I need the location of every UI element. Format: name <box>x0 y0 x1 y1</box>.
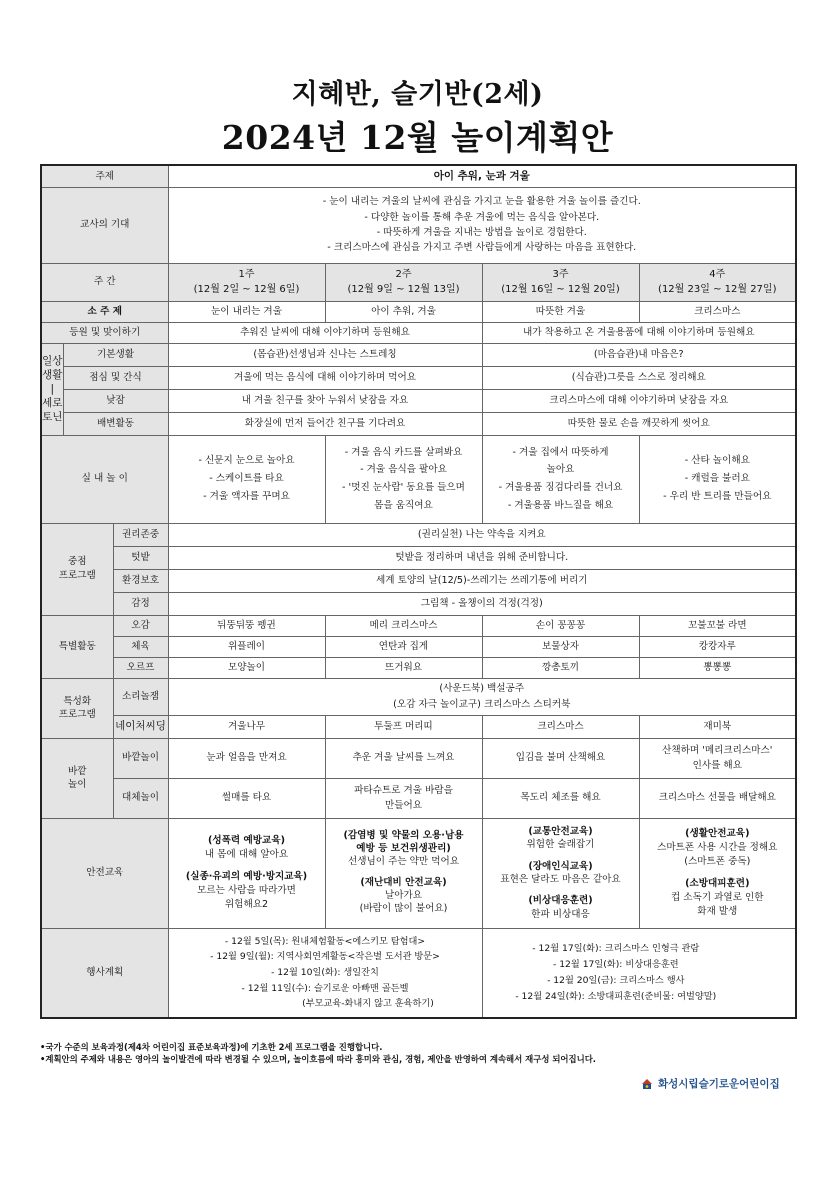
arrival-second-half: 내가 착용하고 온 겨울용품에 대해 이야기하며 등원해요 <box>482 322 796 343</box>
specialized-program-group-label: 특성화 프로그램 <box>41 678 113 738</box>
indoor-activity: - 겨울용품 바느질을 해요 <box>507 499 614 511</box>
theme-value: 아이 추워, 눈과 겨울 <box>168 165 796 187</box>
week-range: (12월 23일 ~ 12월 27일) <box>658 284 777 295</box>
outdoor-activity: 파타슈트로 겨울 바람을 <box>354 784 453 796</box>
week-range: (12월 2일 ~ 12월 6일) <box>193 284 300 295</box>
indoor-week-3 <box>482 435 639 523</box>
arrival-row <box>41 322 796 343</box>
special-activity-cell: 깡총토끼 <box>482 657 639 678</box>
week-range: (12월 9일 ~ 12월 13일) <box>347 284 460 295</box>
indoor-week-1 <box>168 435 325 523</box>
special-activity-label: 체육 <box>113 636 168 657</box>
indoor-activity: - 겨울 음식 카드를 살펴봐요 <box>344 446 463 458</box>
daily-first-half: 겨울에 먹는 음식에 대해 이야기하며 먹어요 <box>168 366 482 389</box>
event-item: - 12월 9일(월): 지역사회연계활동<작은별 도서관 방문> <box>210 951 440 963</box>
outdoor-cell <box>325 738 482 778</box>
safety-content: 내 몸에 대해 알아요 <box>204 849 289 861</box>
nature-seeding-cell: 크리스마스 <box>482 715 639 738</box>
focus-program-value: (권리실천) 나는 약속을 지켜요 <box>168 523 796 546</box>
special-activity-cell: 뽕뽕뽕 <box>639 657 796 678</box>
outdoor-row-label: 대체놀이 <box>113 778 168 818</box>
event-item: - 12월 20일(금): 크리스마스 행사 <box>547 974 685 986</box>
indoor-activity: - 신문지 눈으로 놀아요 <box>198 455 295 467</box>
safety-content: 모르는 사람을 따라가면 <box>197 884 296 896</box>
safety-topic: (감염병 및 약물의 오용·남용 <box>343 830 464 842</box>
weeks-label: 주 간 <box>41 263 168 301</box>
daily-row-label: 낮잠 <box>63 389 168 412</box>
special-activity-cell: 뒤뚱뒤뚱 펭귄 <box>168 615 325 636</box>
play-plan-table <box>40 164 797 1019</box>
class-title: 지혜반, 슬기반(2세) <box>291 79 544 110</box>
safety-content: 표현은 달라도 마음은 같아요 <box>500 874 621 885</box>
specialized-program-row <box>41 678 796 715</box>
plan-title: 2024년 12월 놀이계획안 <box>221 118 614 157</box>
safety-topic: (실종·유괴의 예방·방지교육) <box>185 871 308 883</box>
focus-program-row <box>41 523 796 546</box>
daily-row-label: 배변활동 <box>63 412 168 435</box>
safety-topic: (생활안전교육) <box>685 828 750 840</box>
special-activity-cell: 보물상자 <box>482 636 639 657</box>
daycare-name: 화성시립슬기로운어린이집 <box>658 1078 780 1090</box>
daily-first-half: (몸습관)선생님과 신나는 스트레칭 <box>168 343 482 366</box>
alternative-play-row <box>41 778 796 818</box>
focus-program-row <box>41 546 796 569</box>
outdoor-row-label: 바깥놀이 <box>113 738 168 778</box>
safety-content: 스마트폰 사용 시간을 정해요 <box>657 842 778 854</box>
safety-content: (스마트폰 중독) <box>684 856 751 868</box>
indoor-week-4 <box>639 435 796 523</box>
sound-play-line: (오감 자극 놀이교구) 크리스마스 스티커북 <box>393 698 571 710</box>
daily-second-half: (마음습관)내 마음은? <box>482 343 796 366</box>
arrival-label: 등원 및 맞이하기 <box>41 322 168 343</box>
safety-content: 한파 비상대응 <box>531 908 590 920</box>
outdoor-activity: 눈과 얼음을 만져요 <box>206 752 287 764</box>
special-activity-row <box>41 636 796 657</box>
outdoor-activity: 산책하며 '메리크리스마스' <box>662 744 773 756</box>
outdoor-activity: 만들어요 <box>384 800 423 811</box>
daily-row-label: 점심 및 간식 <box>63 366 168 389</box>
daily-group-label: 일상 생활 | 세로 토닌 <box>41 343 63 435</box>
daily-first-half: 내 겨울 친구를 찾아 누워서 낮잠을 자요 <box>168 389 482 412</box>
special-activity-cell: 위플레이 <box>168 636 325 657</box>
events-label: 행사계획 <box>41 928 168 1018</box>
special-activity-cell: 연탄과 집게 <box>325 636 482 657</box>
safety-topic: (장애인식교육) <box>528 860 593 872</box>
indoor-activity: - 겨울 집에서 따뜻하게 <box>512 446 609 458</box>
outdoor-activity: 입김을 불며 산책해요 <box>515 752 606 764</box>
subtopic-cell: 크리스마스 <box>639 301 796 322</box>
subtopic-row <box>41 301 796 322</box>
week-range: (12월 16일 ~ 12월 20일) <box>501 284 620 295</box>
focus-program-label: 감정 <box>113 592 168 615</box>
safety-topic: (재난대비 안전교육) <box>360 877 447 888</box>
safety-topic: (성폭력 예방교육) <box>208 835 285 847</box>
outdoor-activity: 썰매를 타요 <box>221 792 272 804</box>
nature-seeding-cell: 재미북 <box>639 715 796 738</box>
indoor-play-row <box>41 435 796 523</box>
outdoor-activity: 인사를 해요 <box>692 760 742 771</box>
daily-row <box>41 343 796 366</box>
special-activity-row <box>41 615 796 636</box>
focus-program-row <box>41 569 796 592</box>
nature-seeding-row <box>41 715 796 738</box>
outdoor-activity: 추운 겨울 날씨를 느껴요 <box>352 752 455 764</box>
outdoor-group-label: 바깥 놀이 <box>41 738 113 818</box>
weeks-row <box>41 263 796 301</box>
daily-row-label: 기본생활 <box>63 343 168 366</box>
sound-play-line: (사운드북) 백설공주 <box>439 683 525 695</box>
event-item: - 12월 24일(화): 소방대피훈련(준비물: 여벌양말) <box>515 990 717 1002</box>
special-activity-cell: 캉캉자루 <box>639 636 796 657</box>
week-2-header <box>325 263 482 301</box>
events-right-wrap <box>482 941 793 1005</box>
event-item: - 12월 17일(화): 비상대응훈련 <box>552 958 679 970</box>
arrival-first-half: 추워진 날씨에 대해 이야기하며 등원해요 <box>168 322 482 343</box>
event-item: - 12월 10일(화): 생일잔치 <box>271 966 379 978</box>
week-name: 3주 <box>552 269 569 280</box>
safety-content: 선생님이 주는 약만 먹어요 <box>347 856 460 868</box>
special-activity-cell: 꼬불꼬불 라면 <box>639 615 796 636</box>
focus-program-label: 권리존중 <box>113 523 168 546</box>
nature-seeding-label: 네이처씨딩 <box>113 715 168 738</box>
outdoor-cell <box>639 778 796 818</box>
daily-row <box>41 389 796 412</box>
expectations-list <box>168 187 796 263</box>
events-row <box>41 928 796 1018</box>
safety-content: 날아가요 <box>384 889 423 901</box>
safety-topic: 예방 등 보건위생관리) <box>356 843 451 855</box>
week-4-header <box>639 263 796 301</box>
outdoor-play-row <box>41 738 796 778</box>
footnote: •계획안의 주제와 내용은 영아의 놀이발견에 따라 변경될 수 있으며, 놀이흐름에 따라 흥미와 관심, 경험, 제안을 반영하여 계속해서 재구성 되어집니다. <box>40 1054 596 1064</box>
daycare-logo-icon <box>640 1077 654 1091</box>
subtopic-cell: 아이 추워, 겨울 <box>325 301 482 322</box>
outdoor-cell <box>482 778 639 818</box>
safety-content: 컵 소독기 과열로 인한 <box>670 891 764 903</box>
expectation-item: - 다양한 놀이를 통해 추운 겨울에 먹는 음식을 알아본다. <box>364 211 600 223</box>
special-activity-cell: 뜨거워요 <box>325 657 482 678</box>
daily-second-half: 크리스마스에 대해 이야기하며 낮잠을 자요 <box>482 389 796 412</box>
focus-program-label: 환경보호 <box>113 569 168 592</box>
safety-topic: (비상대응훈련) <box>528 895 593 907</box>
indoor-activity: - 산타 놀이해요 <box>684 455 750 467</box>
focus-program-group-label: 중점 프로그램 <box>41 523 113 615</box>
outdoor-activity: 크리스마스 선물을 배달해요 <box>658 792 776 804</box>
safety-content: 화재 발생 <box>697 905 738 917</box>
focus-program-value: 그림책 - 올챙이의 걱정(걱정) <box>168 592 796 615</box>
events-right-list <box>482 928 796 1018</box>
nature-seeding-cell: 겨울나무 <box>168 715 325 738</box>
week-1-header <box>168 263 325 301</box>
outdoor-cell <box>482 738 639 778</box>
safety-topic: (교통안전교육) <box>528 825 593 837</box>
footnote: •국가 수준의 보육과정(제4차 어린이집 표준보육과정)에 기초한 2세 프로그램을 진행합니다. <box>40 1042 383 1052</box>
subtopic-cell: 따뜻한 겨울 <box>482 301 639 322</box>
indoor-activity: - 겨울 음식을 팔아요 <box>360 464 447 476</box>
daily-row <box>41 412 796 435</box>
indoor-activity: - 겨울용품 징검다리를 건너요 <box>498 482 623 493</box>
special-activity-cell: 손이 꽁꽁꽁 <box>482 615 639 636</box>
expectation-item: - 크리스마스에 관심을 가지고 주변 사람들에게 사랑하는 마음을 표현한다. <box>327 242 637 254</box>
outdoor-cell <box>639 738 796 778</box>
daily-second-half: (식습관)그릇을 스스로 정리해요 <box>482 366 796 389</box>
expectations-label: 교사의 기대 <box>41 187 168 263</box>
focus-program-row <box>41 592 796 615</box>
indoor-activity: - 겨울 액자를 꾸며요 <box>203 490 290 502</box>
outdoor-cell <box>325 778 482 818</box>
safety-content: (바람이 많이 불어요) <box>359 902 448 914</box>
daycare-logo <box>640 1076 780 1091</box>
subtopic-cell: 눈이 내리는 겨울 <box>168 301 325 322</box>
theme-label: 주제 <box>41 165 168 187</box>
event-item: - 12월 5일(목): 원내체험활동<에스키모 탐험대> <box>224 935 426 947</box>
event-item: (부모교육-화내지 않고 훈육하기) <box>302 998 434 1010</box>
special-activity-cell: 메리 크리스마스 <box>325 615 482 636</box>
indoor-activity: 몸을 움직여요 <box>374 499 433 511</box>
event-item: - 12월 17일(화): 크리스마스 인형극 관람 <box>532 942 700 954</box>
safety-topic: (소방대피훈련) <box>685 878 750 889</box>
daily-row <box>41 366 796 389</box>
safety-content: 위험해요2 <box>224 898 269 910</box>
expectations-row <box>41 187 796 263</box>
events-left-list <box>168 928 482 1018</box>
daily-first-half: 화장실에 먼저 들어간 친구를 기다려요 <box>168 412 482 435</box>
expectation-item: - 눈이 내리는 겨울의 날씨에 관심을 가지고 눈을 활용한 겨울 놀이를 즐긴다. <box>322 196 641 208</box>
indoor-activity: - 캐럴을 불러요 <box>684 473 750 485</box>
safety-week-4 <box>639 818 796 928</box>
week-name: 4주 <box>709 269 726 280</box>
outdoor-activity: 목도리 체조를 해요 <box>520 792 601 804</box>
special-activity-cell: 모양놀이 <box>168 657 325 678</box>
safety-week-1 <box>168 818 325 928</box>
safety-content: 위험한 술래잡기 <box>526 839 595 851</box>
safety-week-3 <box>482 818 639 928</box>
indoor-activity: - '멋진 눈사람' 동요를 들으며 <box>342 482 465 493</box>
special-activity-label: 오르프 <box>113 657 168 678</box>
expectation-item: - 따뜻하게 겨울을 지내는 방법을 놀이로 경험한다. <box>376 227 587 238</box>
indoor-activity: 놀아요 <box>546 464 575 476</box>
special-activity-row <box>41 657 796 678</box>
focus-program-label: 텃밭 <box>113 546 168 569</box>
week-3-header <box>482 263 639 301</box>
subtopic-label: 소 주 제 <box>41 301 168 322</box>
week-name: 1주 <box>238 269 255 280</box>
focus-program-value: 텃밭을 정리하며 내년을 위해 준비합니다. <box>168 546 796 569</box>
nature-seeding-cell: 투둘프 머리띠 <box>325 715 482 738</box>
indoor-play-label: 실 내 놀 이 <box>41 435 168 523</box>
sound-play-label: 소리놀잼 <box>113 678 168 715</box>
indoor-activity: - 스케이트를 타요 <box>209 473 284 485</box>
safety-week-2 <box>325 818 482 928</box>
special-activity-group-label: 특별활동 <box>41 615 113 678</box>
outdoor-cell <box>168 778 325 818</box>
safety-education-label: 안전교육 <box>41 818 168 928</box>
indoor-activity: - 우리 반 트리를 만들어요 <box>663 490 772 502</box>
indoor-week-2 <box>325 435 482 523</box>
sound-play-value <box>168 678 796 715</box>
daily-second-half: 따뜻한 물로 손을 깨끗하게 씻어요 <box>482 412 796 435</box>
focus-program-value: 세계 토양의 날(12/5)-쓰레기는 쓰레기통에 버리기 <box>168 569 796 592</box>
week-name: 2주 <box>395 269 412 280</box>
event-item: - 12월 11일(수): 슬기로운 아빠맨 골든벨 <box>241 982 409 994</box>
special-activity-label: 오감 <box>113 615 168 636</box>
safety-education-row <box>41 818 796 928</box>
theme-row <box>41 165 796 187</box>
outdoor-cell <box>168 738 325 778</box>
